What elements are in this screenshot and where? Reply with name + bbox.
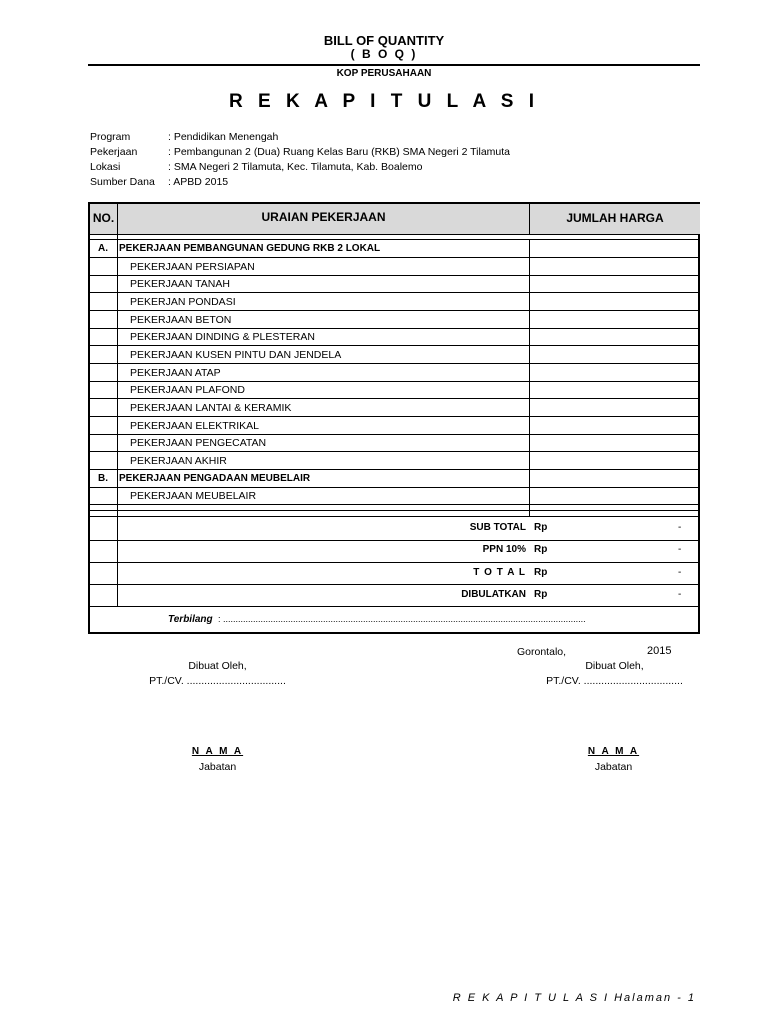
- info-value-lokasi: : SMA Negeri 2 Tilamuta, Kec. Tilamuta, Kab. Boalemo: [168, 161, 423, 173]
- row-line: [90, 398, 698, 399]
- item-beton: PEKERJAAN BETON: [130, 314, 232, 326]
- summary-label-subtotal: SUB TOTAL: [469, 522, 526, 533]
- row-line: [90, 310, 698, 311]
- row-line: [90, 434, 698, 435]
- rekapitulasi-heading: R E K A P I T U L A S I: [229, 91, 539, 112]
- row-line: [90, 257, 698, 258]
- item-elektrikal: PEKERJAAN ELEKTRIKAL: [130, 420, 259, 432]
- item-pengecatan: PEKERJAAN PENGECATAN: [130, 437, 267, 449]
- row-line: [90, 469, 698, 470]
- left-signatory-name: N A M A: [191, 746, 244, 757]
- row-line: [90, 416, 698, 417]
- summary-label-dibulatkan: DIBULATKAN: [461, 589, 526, 600]
- item-kusen: PEKERJAAN KUSEN PINTU DAN JENDELA: [130, 349, 342, 361]
- right-signatory-name: N A M A: [587, 746, 640, 757]
- row-line: [90, 516, 698, 517]
- header-no: NO.: [92, 211, 115, 225]
- row-line: [90, 562, 698, 563]
- info-label-pekerjaan: Pekerjaan: [90, 146, 138, 158]
- item-persiapan: PEKERJAAN PERSIAPAN: [130, 261, 255, 273]
- row-no-b: B.: [98, 473, 108, 484]
- info-label-lokasi: Lokasi: [90, 161, 121, 173]
- item-tanah: PEKERJAAN TANAH: [130, 278, 230, 290]
- boq-recap-table: [88, 202, 700, 634]
- summary-rp-total: Rp: [534, 567, 548, 578]
- summary-label-ppn: PPN 10%: [482, 544, 526, 555]
- row-line: [90, 381, 698, 382]
- document-subtitle: ( B O Q ): [350, 47, 418, 61]
- item-atap: PEKERJAAN ATAP: [130, 367, 221, 379]
- summary-rp-dibulatkan: Rp: [534, 589, 548, 600]
- row-line: [90, 584, 698, 585]
- header-uraian: URAIAN PEKERJAAN: [261, 210, 386, 224]
- col-divider-2: [529, 204, 530, 234]
- section-b-title: PEKERJAAN PENGADAAN MEUBELAIR: [119, 473, 311, 484]
- item-pondasi: PEKERJAN PONDASI: [130, 296, 236, 308]
- right-signatory-position: Jabatan: [594, 761, 633, 773]
- left-company: PT./CV. ..................................: [149, 675, 286, 687]
- row-line: [90, 275, 698, 276]
- col-divider-2b: [529, 239, 530, 517]
- page-footer: R E K A P I T U L A S I Halaman - 1: [452, 992, 696, 1004]
- info-value-program: : Pendidikan Menengah: [168, 131, 279, 143]
- row-line: [90, 504, 698, 505]
- section-a-title: PEKERJAAN PEMBANGUNAN GEDUNG RKB 2 LOKAL: [119, 243, 381, 254]
- signature-place: Gorontalo,: [517, 646, 567, 658]
- signature-year: 2015: [647, 645, 672, 657]
- row-line: [90, 345, 698, 346]
- right-made-by: Dibuat Oleh,: [585, 660, 644, 672]
- summary-value-subtotal: -: [678, 522, 682, 533]
- summary-label-total: T O T A L: [473, 567, 526, 578]
- summary-value-ppn: -: [678, 544, 682, 555]
- item-meubelair: PEKERJAAN MEUBELAIR: [130, 490, 257, 502]
- info-value-sumber-dana: : APBD 2015: [168, 176, 229, 188]
- summary-rp-subtotal: Rp: [534, 522, 548, 533]
- row-line: [90, 328, 698, 329]
- row-line: [90, 451, 698, 452]
- document-title: BILL OF QUANTITY: [323, 33, 445, 48]
- terbilang-value: : .................................................................................................................................................: [218, 614, 586, 624]
- terbilang-label: Terbilang: [168, 614, 213, 625]
- row-line: [90, 510, 698, 511]
- row-line: [90, 363, 698, 364]
- company-letterhead: KOP PERUSAHAAN: [336, 68, 432, 79]
- item-lantai: PEKERJAAN LANTAI & KERAMIK: [130, 402, 292, 414]
- item-plafond: PEKERJAAN PLAFOND: [130, 384, 245, 396]
- left-made-by: Dibuat Oleh,: [188, 660, 247, 672]
- item-akhir: PEKERJAAN AKHIR: [130, 455, 227, 467]
- col-divider-1: [117, 204, 118, 606]
- row-line: [90, 606, 698, 607]
- item-dinding: PEKERJAAN DINDING & PLESTERAN: [130, 331, 315, 343]
- summary-value-total: -: [678, 567, 682, 578]
- row-line: [90, 234, 698, 235]
- info-value-pekerjaan: : Pembangunan 2 (Dua) Ruang Kelas Baru (RKB) SMA Negeri 2 Tilamuta: [168, 146, 511, 158]
- row-line: [90, 540, 698, 541]
- header-divider: [88, 64, 700, 66]
- row-line: [90, 487, 698, 488]
- row-line: [90, 239, 698, 240]
- summary-rp-ppn: Rp: [534, 544, 548, 555]
- info-label-program: Program: [90, 131, 131, 143]
- right-company: PT./CV. ..................................: [546, 675, 683, 687]
- info-label-sumber-dana: Sumber Dana: [90, 176, 155, 188]
- row-no-a: A.: [98, 243, 108, 254]
- header-jumlah: JUMLAH HARGA: [566, 211, 664, 225]
- summary-value-dibulatkan: -: [678, 589, 682, 600]
- row-line: [90, 292, 698, 293]
- left-signatory-position: Jabatan: [198, 761, 237, 773]
